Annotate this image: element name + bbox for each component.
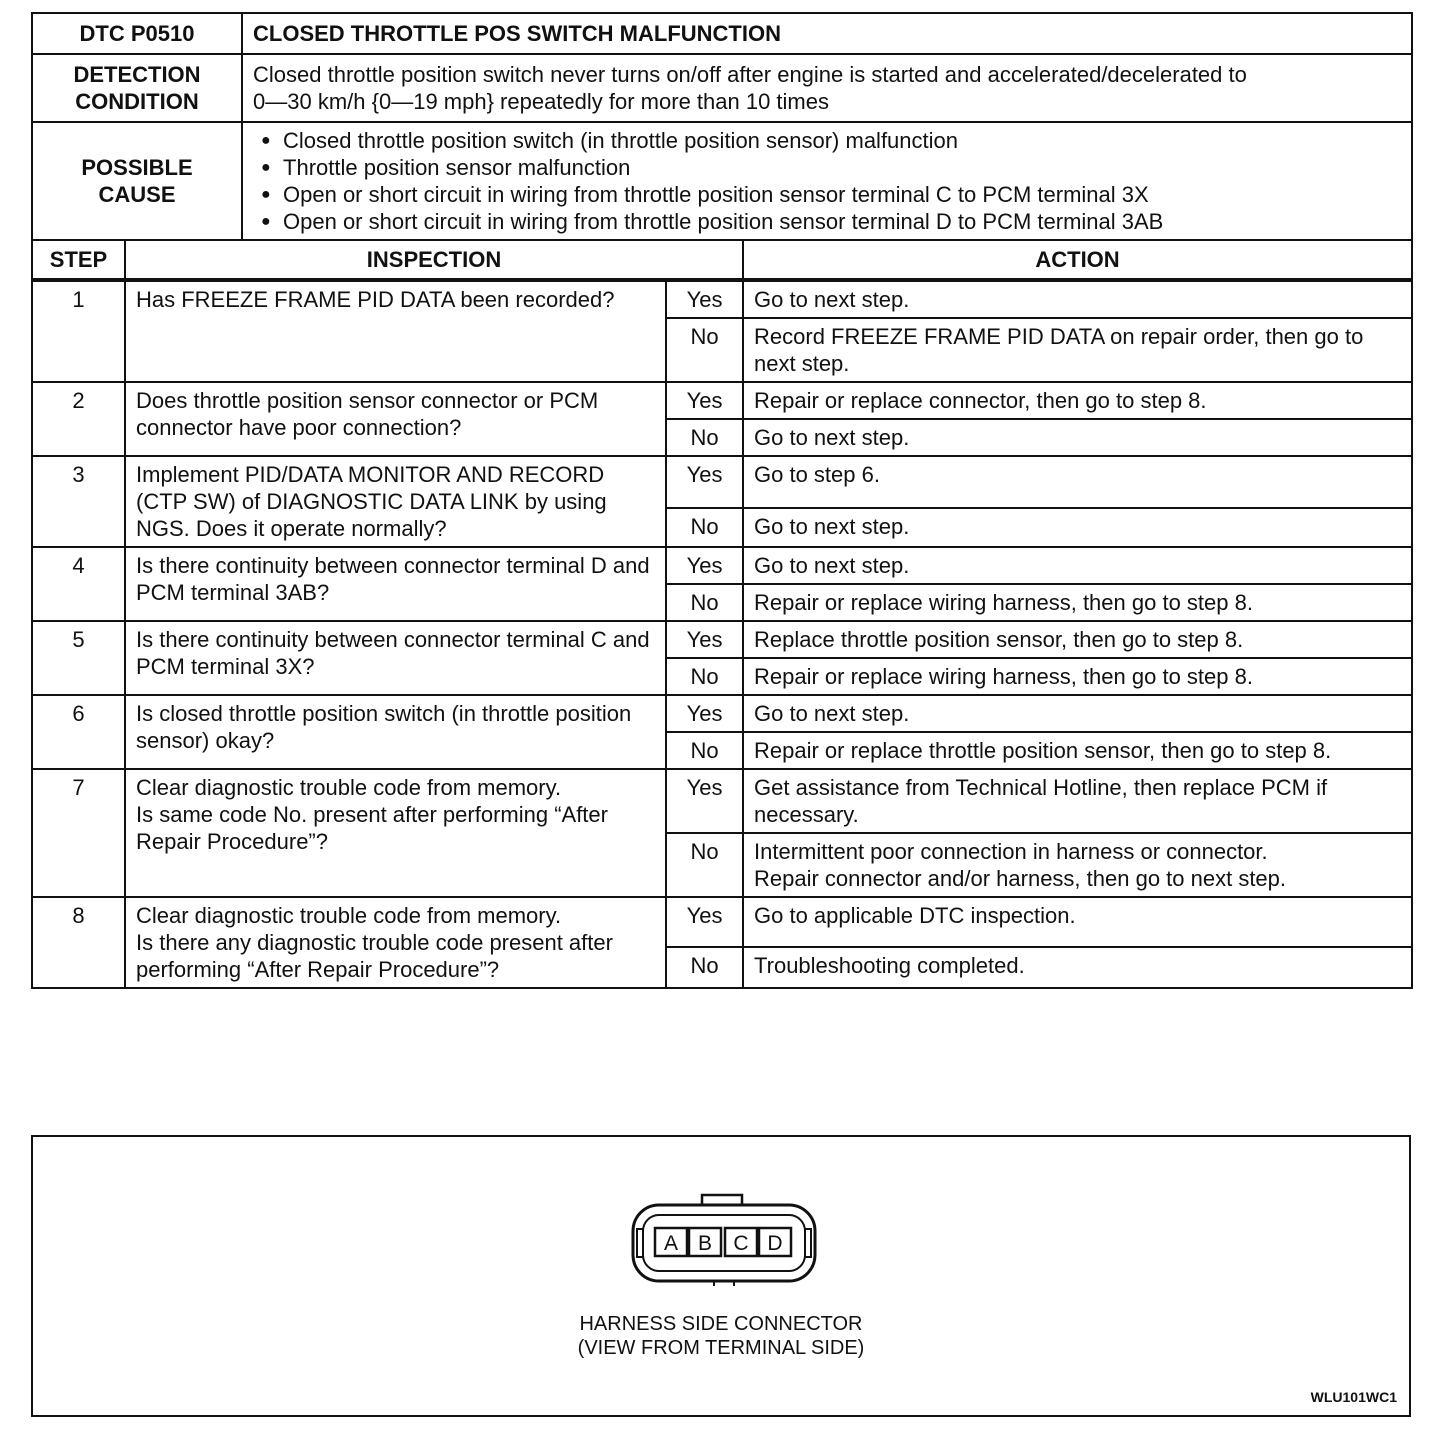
cause-label-line-1: POSSIBLE: [81, 155, 193, 180]
step-inspection: Does throttle position sensor connector or PCM connector have poor connection?: [125, 382, 666, 456]
no-action: Record FREEZE FRAME PID DATA on repair order, then go to next step.: [743, 318, 1412, 382]
dtc-table: [31, 12, 1413, 989]
no-action: Repair or replace wiring harness, then go to step 8.: [743, 658, 1412, 695]
yes-action: Go to next step.: [743, 547, 1412, 584]
yes-label: Yes: [666, 382, 743, 419]
no-label: No: [666, 732, 743, 769]
inspection-column-header: INSPECTION: [125, 240, 743, 280]
yes-action: Repair or replace connector, then go to step 8.: [743, 382, 1412, 419]
yes-action: Go to next step.: [743, 280, 1412, 318]
connector-caption: [33, 1312, 1409, 1360]
dtc-title: CLOSED THROTTLE POS SWITCH MALFUNCTION: [242, 13, 1412, 54]
cause-item: ● Open or short circuit in wiring from throttle position sensor terminal D to PCM terminal 3AB: [253, 208, 1401, 235]
dtc-inspection-sheet: [31, 12, 1411, 989]
step-inspection-line: Clear diagnostic trouble code from memory.: [136, 903, 562, 928]
possible-cause-row: [32, 122, 1412, 240]
connector-notch: [805, 1229, 811, 1257]
action-column-header: ACTION: [743, 240, 1412, 280]
yes-label: Yes: [666, 280, 743, 318]
step-row: [32, 621, 1412, 658]
harness-connector-icon: [629, 1193, 819, 1288]
detection-label-line-2: CONDITION: [75, 89, 199, 114]
no-action: Repair or replace throttle position sensor, then go to step 8.: [743, 732, 1412, 769]
no-label: No: [666, 508, 743, 547]
step-row: [32, 897, 1412, 947]
yes-label: Yes: [666, 769, 743, 833]
figure-code: WLU101WC1: [1310, 1389, 1397, 1405]
yes-label: Yes: [666, 456, 743, 508]
connector-diagram-panel: [31, 1135, 1411, 1417]
cause-item: ● Open or short circuit in wiring from throttle position sensor terminal C to PCM terminal 3X: [253, 181, 1401, 208]
step-number: 1: [32, 280, 125, 382]
cause-item: ● Throttle position sensor malfunction: [253, 154, 1401, 181]
detection-label-line-1: DETECTION: [73, 62, 201, 87]
step-inspection-line: Is there any diagnostic trouble code present after performing “After Repair Procedure”?: [136, 930, 613, 982]
step-inspection: Is there continuity between connector terminal D and PCM terminal 3AB?: [125, 547, 666, 621]
yes-action: Get assistance from Technical Hotline, then replace PCM if necessary.: [743, 769, 1412, 833]
no-action: [743, 833, 1412, 897]
no-action-line: Repair connector and/or harness, then go to next step.: [754, 866, 1287, 891]
no-action-line: Intermittent poor connection in harness or connector.: [754, 839, 1268, 864]
no-action: Repair or replace wiring harness, then go to step 8.: [743, 584, 1412, 621]
no-action: Go to next step.: [743, 419, 1412, 456]
step-column-header: STEP: [32, 240, 125, 280]
step-inspection: Is closed throttle position switch (in throttle position sensor) okay?: [125, 695, 666, 769]
step-number: 4: [32, 547, 125, 621]
no-action: Troubleshooting completed.: [743, 947, 1412, 988]
yes-action: Go to applicable DTC inspection.: [743, 897, 1412, 947]
cause-item: ● Closed throttle position switch (in throttle position sensor) malfunction: [253, 127, 1401, 154]
detection-text-line-2: 0—30 km/h {0—19 mph} repeatedly for more than 10 times: [253, 89, 829, 114]
detection-text-line-1: Closed throttle position switch never turns on/off after engine is started and accelerated/decelerated to: [253, 62, 1247, 87]
yes-label: Yes: [666, 897, 743, 947]
step-inspection: Is there continuity between connector terminal C and PCM terminal 3X?: [125, 621, 666, 695]
step-number: 2: [32, 382, 125, 456]
step-row: [32, 547, 1412, 584]
no-label: No: [666, 419, 743, 456]
step-inspection-line: Is same code No. present after performing “After Repair Procedure”?: [136, 802, 608, 854]
detection-condition: [242, 54, 1412, 122]
dtc-code: DTC P0510: [32, 13, 242, 54]
dtc-header-row: [32, 13, 1412, 54]
no-label: No: [666, 833, 743, 897]
column-header-row: [32, 240, 1412, 280]
possible-cause-label: [32, 122, 242, 240]
terminal-label-a: A: [663, 1232, 679, 1255]
terminal-label-b: B: [697, 1232, 713, 1255]
yes-action: Replace throttle position sensor, then go to step 8.: [743, 621, 1412, 658]
terminal-label-d: D: [767, 1232, 783, 1255]
connector-caption-line-2: (VIEW FROM TERMINAL SIDE): [577, 1337, 865, 1359]
no-label: No: [666, 658, 743, 695]
step-number: 8: [32, 897, 125, 988]
yes-action: Go to step 6.: [743, 456, 1412, 508]
step-inspection: [125, 897, 666, 988]
step-inspection: Implement PID/DATA MONITOR AND RECORD (CTP SW) of DIAGNOSTIC DATA LINK by using NGS. Does it operate normally?: [125, 456, 666, 547]
yes-action: Go to next step.: [743, 695, 1412, 732]
step-row: [32, 695, 1412, 732]
step-row: [32, 382, 1412, 419]
yes-label: Yes: [666, 547, 743, 584]
yes-label: Yes: [666, 621, 743, 658]
cause-label-line-2: CAUSE: [98, 182, 176, 207]
detection-row: [32, 54, 1412, 122]
step-row: [32, 456, 1412, 508]
step-inspection-line: Clear diagnostic trouble code from memory.: [136, 775, 562, 800]
step-row: [32, 280, 1412, 318]
yes-label: Yes: [666, 695, 743, 732]
possible-cause-list: [242, 122, 1412, 240]
step-row: [32, 769, 1412, 833]
detection-label: [32, 54, 242, 122]
no-label: No: [666, 947, 743, 988]
no-action: Go to next step.: [743, 508, 1412, 547]
step-number: 3: [32, 456, 125, 547]
step-inspection: Has FREEZE FRAME PID DATA been recorded?: [125, 280, 666, 382]
no-label: No: [666, 584, 743, 621]
connector-notch: [637, 1229, 643, 1257]
step-inspection: [125, 769, 666, 897]
step-number: 6: [32, 695, 125, 769]
no-label: No: [666, 318, 743, 382]
connector-caption-line-1: HARNESS SIDE CONNECTOR: [579, 1313, 863, 1335]
step-number: 5: [32, 621, 125, 695]
terminal-label-c: C: [733, 1232, 749, 1255]
step-number: 7: [32, 769, 125, 897]
